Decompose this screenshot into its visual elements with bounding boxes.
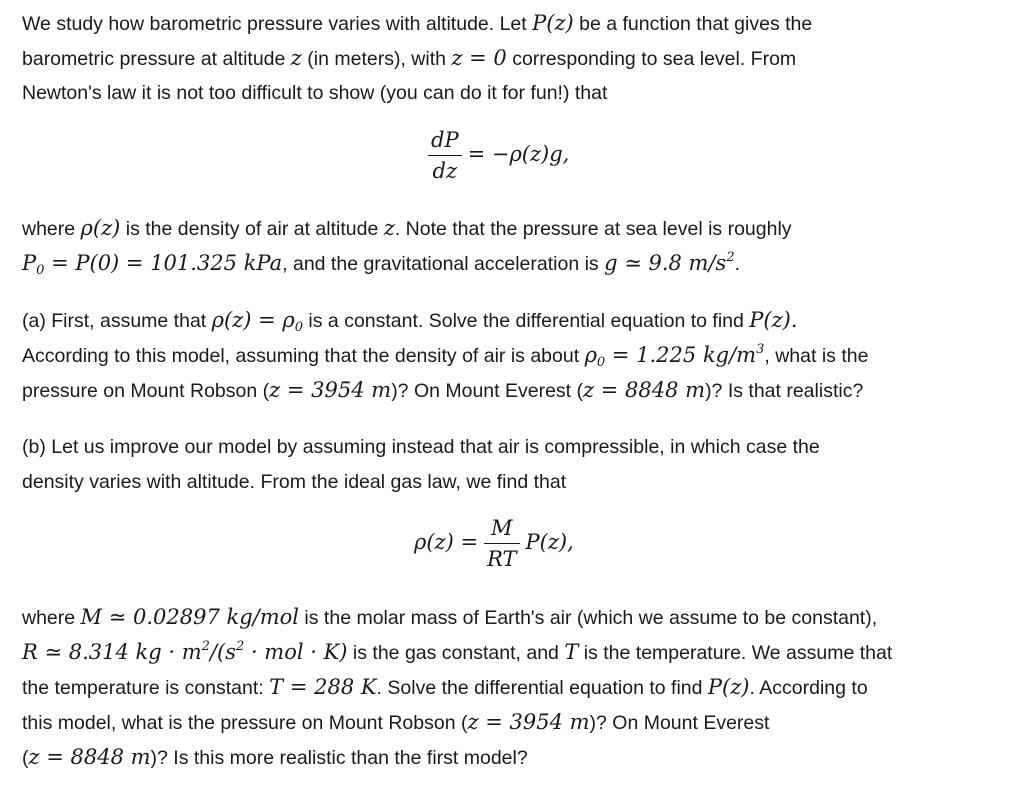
- math-everest-altitude: z = 8848 m: [28, 745, 151, 769]
- fraction-numerator: dP: [428, 128, 462, 156]
- text: . According to: [749, 677, 868, 699]
- text: (b) Let us improve our model by assuming instead that air is compressible, in which case the: [22, 436, 820, 458]
- equation-dPdz: [422, 128, 569, 183]
- text: corresponding to sea level. From: [506, 48, 797, 70]
- math-P-of-z: P(z): [707, 675, 750, 699]
- fraction-denominator: dz: [432, 159, 458, 183]
- constants-line-4: [22, 707, 769, 737]
- part-a-line-3: [22, 375, 863, 405]
- text: (: [22, 747, 29, 769]
- math-rho-of-z: ρ(z): [80, 216, 121, 240]
- intro-line-3: [22, 78, 607, 108]
- text: be a function that gives the: [573, 13, 813, 35]
- text: (a) First, assume that: [22, 310, 212, 332]
- text: pressure on Mount Robson (: [22, 380, 270, 402]
- math-molar-mass: M ≃ 0.02897 kg/mol: [80, 605, 300, 629]
- text: (in meters), with: [301, 48, 452, 70]
- math-gravity: g ≃ 9.8 $m/s^2$: [604, 250, 735, 275]
- text: . Solve the differential equation to find: [376, 677, 708, 699]
- fraction-numerator: M: [484, 516, 519, 544]
- text: According to this model, assuming that the density of air is about: [22, 345, 585, 367]
- text: is the gas constant, and: [347, 642, 565, 664]
- text: is the molar mass of Earth's air (which we assume to be constant),: [299, 607, 878, 629]
- text: is a constant. Solve the differential equation to find: [303, 310, 750, 332]
- math-z-equals-0: z = 0: [451, 46, 507, 70]
- fraction-denominator: RT: [487, 547, 517, 571]
- equation-rhs: = −ρ(z)g,: [467, 142, 570, 166]
- constants-line-5: [22, 742, 528, 772]
- text: is the density of air at altitude: [120, 218, 384, 240]
- part-a-line-2: [22, 340, 868, 370]
- math-rho0-value: $\rho_0 = 1.225$ $kg/m^3$: [584, 342, 765, 370]
- part-a-line-1: [22, 305, 798, 335]
- text: the temperature is constant:: [22, 677, 270, 699]
- part-b-line-2: [22, 467, 566, 497]
- constants-line-3: [22, 672, 868, 702]
- text: .: [734, 253, 741, 275]
- math-everest-altitude: z = 8848 m: [583, 378, 706, 402]
- math-gas-constant: R ≃ 8.314 kg · $m^2/(s^2$ · mol · K): [22, 639, 348, 664]
- part-b-line-1: [22, 432, 820, 462]
- text: )? On Mount Everest (: [391, 380, 584, 402]
- equation-rhs: P(z),: [525, 530, 574, 554]
- math-temperature: T = 288 K: [269, 675, 377, 699]
- fraction-M-RT: [484, 516, 519, 571]
- text: where: [22, 607, 81, 629]
- math-robson-altitude: z = 3954 m: [269, 378, 392, 402]
- math-sea-level-pressure: $P_0 = P(0) = 101.325$ kPa: [22, 251, 283, 278]
- text: this model, what is the pressure on Mount Robson (: [22, 712, 468, 734]
- math-P-of-z: P(z): [532, 11, 574, 35]
- equation-lhs: ρ(z) =: [414, 530, 479, 554]
- text: , what is the: [764, 345, 869, 367]
- equation-ideal-gas: [414, 516, 574, 571]
- text: We study how barometric pressure varies with altitude. Let: [22, 13, 533, 35]
- text: density varies with altitude. From the ideal gas law, we find that: [22, 471, 567, 493]
- math-T: T: [564, 640, 579, 664]
- math-z: z: [383, 216, 395, 240]
- constants-line-1: [22, 602, 877, 632]
- text: barometric pressure at altitude: [22, 48, 291, 70]
- fraction-dP-dz: [428, 128, 462, 183]
- math-rho-constant: $\rho(z) = \rho_0$: [211, 308, 304, 335]
- text: is the temperature. We assume that: [578, 642, 893, 664]
- math-P-of-z: P(z).: [749, 308, 798, 332]
- text: )? On Mount Everest: [589, 712, 770, 734]
- text: where: [22, 218, 81, 240]
- math-z: z: [290, 46, 302, 70]
- text: . Note that the pressure at sea level is roughly: [394, 218, 792, 240]
- text: Newton's law it is not too difficult to show (you can do it for fun!) that: [22, 82, 608, 104]
- text: )? Is that realistic?: [705, 380, 864, 402]
- intro-line-2: [22, 43, 796, 73]
- text: , and the gravitational acceleration is: [282, 253, 605, 275]
- constants-line-2: [22, 637, 892, 667]
- density-line-2: [22, 248, 740, 278]
- density-line-1: [22, 213, 792, 243]
- math-robson-altitude: z = 3954 m: [467, 710, 590, 734]
- text: )? Is this more realistic than the first model?: [150, 747, 528, 769]
- intro-line-1: [22, 8, 812, 38]
